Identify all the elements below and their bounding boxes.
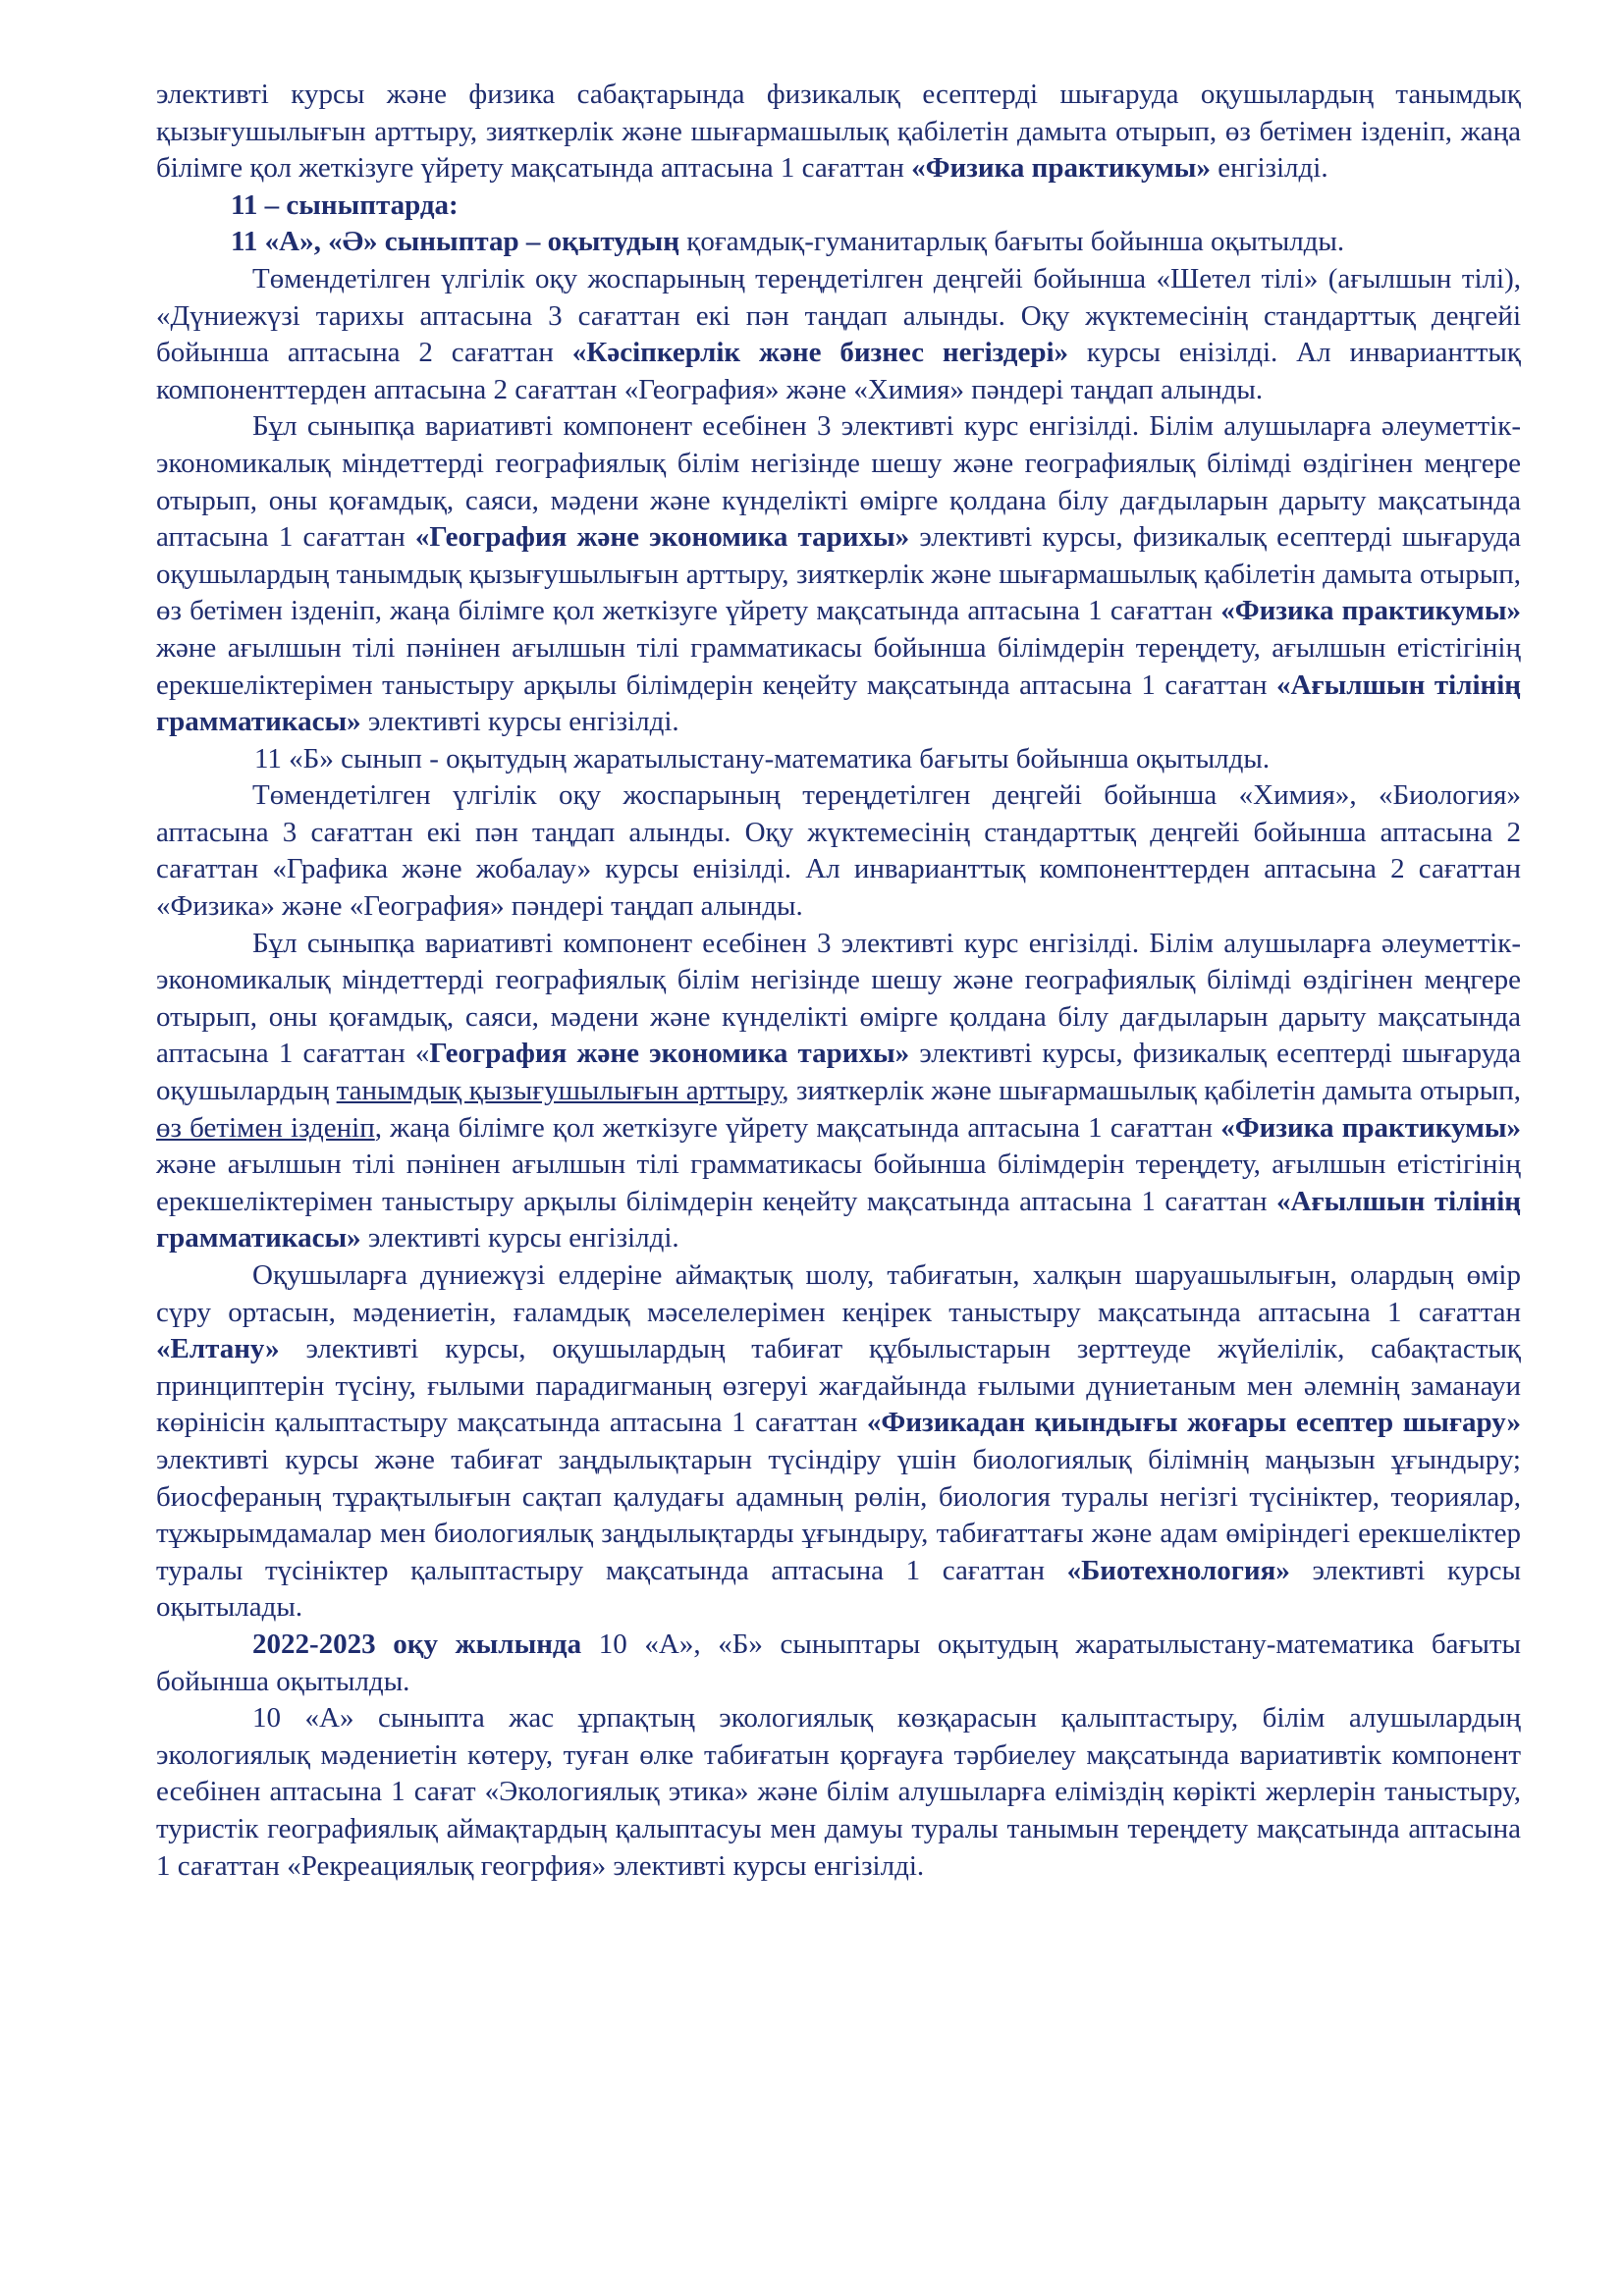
paragraph-2 xyxy=(156,224,1521,261)
paragraph-9 xyxy=(156,1627,1521,1700)
text: Бұл сыныпқа вариативті компонент есебінен 3 элективті курс енгізілді. Білім алушыларға әлеуметтік- экономикалық міндеттерді географиялық білім негізінде шешу және географиялық білімді өздігінен меңгере отырып, оны қоғамдық, саяси, мәдени және күнделікті өмірге қолдана білу дағдыларын дарыту мақсатында аптасына 1 сағаттан xyxy=(156,410,1521,554)
text: Бұл сыныпқа вариативті компонент есебінен 3 элективті курс енгізілді. Білім алушыларға әлеуметтік- экономикалық міндеттерді географиялық білім негізінде шешу және географиялық білімді өздігінен меңгере отырып, оны қоғамдық, саяси, мәдени және күнделікті өмірге қолдана білу дағдыларын дарыту мақсатында аптасына 1 сағаттан « xyxy=(156,927,1521,1070)
course-name: «Кәсіпкерлік және бизнес негіздері» xyxy=(571,337,1069,369)
text: элективті курсы, физикалық есептерді шығаруда оқушылардың xyxy=(156,1038,1521,1107)
text: Оқушыларға дүниежүзі елдеріне аймақтық шолу, табиғатын, халқын шаруашылығын, олардың өмір сүру ортасын, мәдениетін, ғаламдық мәселелерімен кеңірек таныстыру мақсатында аптасына 1 сағаттан xyxy=(156,1259,1521,1328)
course-name: «Елтану» xyxy=(156,1333,280,1365)
course-name: «Физика практикумы» xyxy=(1220,595,1521,627)
paragraph-7 xyxy=(156,926,1521,1257)
text: 10 «А» сыныпта жас ұрпақтың экологиялық көзқарасын қалыптастыру, білім алушылардың экологиялық мәдениетін көтеру, туған өлке табиғатын қорғауға тәрбиелеу мақсатында вариативтік компонент есебінен аптасына 1 сағат «Экологиялық этика» және білім алушыларға еліміздің көрікті жерлерін таныстыру, туристік географиялық аймақтардың қалыптасуы мен дамуы туралы танымын тереңдету мақсатында аптасына 1 сағаттан «Рекреациялық геогрфия» элективті курсы енгізілді. xyxy=(156,1702,1521,1882)
document-page xyxy=(156,77,1521,1885)
text: және ағылшын тілі пәнінен ағылшын тілі грамматикасы бойынша білімдерін тереңдету, ағылшын етістігінің ерекшеліктерімен таныстыру арқылы білімдерін кеңейту мақсатында аптасына 1 сағаттан xyxy=(156,1148,1521,1217)
heading-text: 11 – сыныптарда: xyxy=(231,188,459,221)
class-label: 11 «А», «Ә» сыныптар – оқытудың xyxy=(231,226,679,258)
course-name: «Физика практикумы» xyxy=(911,152,1211,185)
text: элективті курсы, физикалық есептерді шығаруда оқушылардың танымдық қызығушылығын арттыру, зияткерлік және шығармашылық қабілетін дамыта отырып, өз бетімен ізденіп, жаңа білімге қол жеткізуге үйрету мақсатында аптасына 1 сағаттан xyxy=(156,521,1521,627)
text: элективті курсы және табиғат заңдылықтарын түсіндіру үшін биологиялық білімнің маңызын ұғындыру; биосфераның тұрақтылығын сақтап қалудағы адамның рөлін, биология туралы негізгі түсініктер, теориялар, тұжырымдамалар мен биологиялық заңдылықтарды ұғындыру, табиғаттағы және адам өміріндегі ерекшеліктер туралы түсініктер қалыптастыру мақсатында аптасына 1 сағаттан xyxy=(156,1443,1521,1586)
underlined-text: танымдық қызығушылығын арттыру xyxy=(336,1075,783,1107)
course-name: «Физикадан қиындығы жоғары есептер шығару» xyxy=(866,1407,1521,1439)
text: , зияткерлік және шығармашылық қабілетін дамыта отырып, xyxy=(782,1075,1522,1107)
paragraph-8 xyxy=(156,1257,1521,1627)
course-name: «Ағылшын тілінің грамматикасы» xyxy=(156,1185,1521,1255)
paragraph-4 xyxy=(156,408,1521,740)
text: қоғамдық-гуманитарлық бағыты бойынша оқытылды. xyxy=(678,226,1345,258)
paragraph-10 xyxy=(156,1700,1521,1885)
section-heading xyxy=(156,187,1521,225)
course-name: «География және экономика тарихы» xyxy=(414,521,910,554)
text: курсы енізілді. Ал инварианттық компоненттерден аптасына 2 сағаттан «География» және «Химия» пәндері таңдап алынды. xyxy=(156,337,1521,405)
underlined-text: өз бетімен ізденіп xyxy=(156,1111,375,1144)
course-name: «Биотехнология» xyxy=(1066,1554,1290,1586)
text: енгізілді. xyxy=(1210,152,1328,185)
text: элективті курсы оқытылады. xyxy=(156,1554,1522,1624)
text: Төмендетілген үлгілік оқу жоспарының тереңдетілген деңгейі бойынша «Шетел тілі» (ағылшын тілі), «Дүниежүзі тарихы аптасына 3 сағаттан екі пән таңдап алынды. Оқу жүктемесінің стандарттық деңгейі бойынша аптасына 2 сағаттан xyxy=(156,262,1521,369)
text: элективті курсы, оқушылардың табиғат құбылыстарын зерттеуде жүйелілік, сабақтастық принциптерін түсіну, ғылыми парадигманың өзгеруі жағдайында ғылыми дүниетаным мен әлемнің заманауи көрінісін қалыптастыру мақсатында аптасына 1 сағаттан xyxy=(156,1333,1521,1439)
paragraph-5 xyxy=(156,741,1521,778)
text: элективті курсы және физика сабақтарында физикалық есептерді шығаруда оқушылардың танымдық қызығушылығын арттыру, зияткерлік және шығармашылық қабілетін дамыта отырып, өз бетімен ізденіп, жаңа білімге қол жеткізуге үйрету мақсатында аптасына 1 сағаттан xyxy=(156,79,1521,185)
text: , жаңа білімге қол жеткізуге үйрету мақсатында аптасына 1 сағаттан xyxy=(374,1111,1221,1144)
text: 10 «А», «Б» сыныптары оқытудың жаратылыстану-математика бағыты бойынша оқытылды. xyxy=(156,1628,1522,1697)
course-name: География және экономика тарихы» xyxy=(429,1038,910,1070)
course-name: «Ағылшын тілінің грамматикасы» xyxy=(156,668,1521,738)
text: Төмендетілген үлгілік оқу жоспарының тереңдетілген деңгейі бойынша «Химия», «Биология» аптасына 3 сағаттан екі пән таңдап алынды. Оқу жүктемесінің стандарттық деңгейі бойынша аптасына 2 сағаттан «Графика және жобалау» курсы енізілді. Ал инварианттық компоненттерден аптасына 2 сағаттан «Физика» және «География» пәндері таңдап алынды. xyxy=(156,779,1521,923)
paragraph-3 xyxy=(156,261,1521,408)
paragraph-1 xyxy=(156,77,1521,187)
text: 11 «Б» сынып - оқытудың жаратылыстану-математика бағыты бойынша оқытылды. xyxy=(254,742,1271,774)
text: және ағылшын тілі пәнінен ағылшын тілі грамматикасы бойынша білімдерін тереңдету, ағылшын етістігінің ерекшеліктерімен таныстыру арқылы білімдерін кеңейту мақсатында аптасына 1 сағаттан xyxy=(156,631,1521,701)
paragraph-6 xyxy=(156,777,1521,925)
school-year: 2022-2023 оқу жылында xyxy=(252,1628,582,1660)
text: элективті курсы енгізілді. xyxy=(360,706,679,738)
course-name: «Физика практикумы» xyxy=(1220,1111,1522,1144)
text: элективті курсы енгізілді. xyxy=(360,1222,679,1255)
